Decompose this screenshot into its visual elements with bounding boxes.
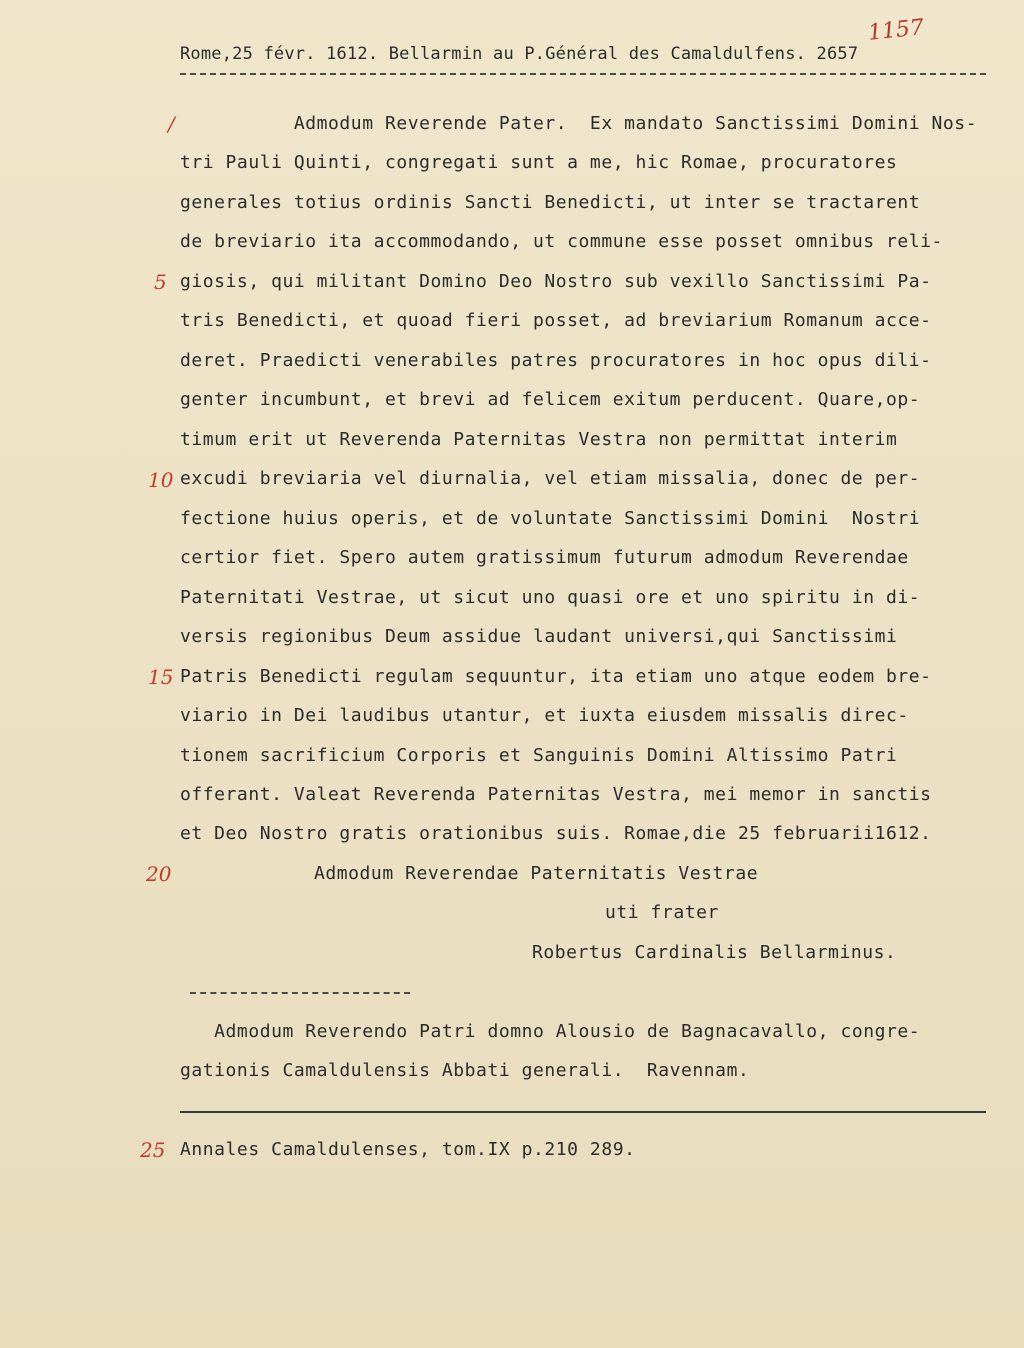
margin-mark-20: 20 <box>146 862 172 886</box>
closing-uti-frater: uti frater <box>605 902 719 923</box>
letter-line: Admodum Reverende Pater. Ex mandato Sanctissimi Domini Nos- <box>180 113 978 134</box>
letter-line: generales totius ordinis Sancti Benedicti, ut inter se tractarent <box>180 192 921 213</box>
footer-divider <box>180 1111 986 1113</box>
document-header: Rome,25 févr. 1612. Bellarmin au P.Général des Camaldulfens. 2657 <box>180 44 859 64</box>
letter-line: et Deo Nostro gratis orationibus suis. Romae,die 25 februarii1612. <box>180 823 932 844</box>
margin-mark-25: 25 <box>140 1138 166 1162</box>
letter-line: deret. Praedicti venerabiles patres procuratores in hoc opus dili- <box>180 350 932 371</box>
letter-line: genter incumbunt, et brevi ad felicem exitum perducent. Quare,op- <box>180 389 921 410</box>
margin-mark-5: 5 <box>154 270 167 294</box>
closing-salutation: Admodum Reverendae Paternitatis Vestrae <box>314 863 759 884</box>
letter-line: giosis, qui militant Domino Deo Nostro sub vexillo Sanctissimi Pa- <box>180 271 932 292</box>
margin-mark-10: 10 <box>148 468 174 492</box>
letter-line: tionem sacrificium Corporis et Sanguinis Domini Altissimo Patri <box>180 745 898 766</box>
letter-line: Patris Benedicti regulam sequuntur, ita etiam uno atque eodem bre- <box>180 666 932 687</box>
archive-number-handwritten: 1157 <box>866 15 926 46</box>
letter-line: de breviario ita accommodando, ut commune esse posset omnibus reli- <box>180 231 943 252</box>
letter-line: tris Benedicti, et quoad fieri posset, ad breviarium Romanum acce- <box>180 310 932 331</box>
signature-name: Robertus Cardinalis Bellarminus. <box>532 942 897 963</box>
address-line: Admodum Reverendo Patri domno Alousio de Bagnacavallo, congre- <box>180 1021 921 1042</box>
letter-line: fectione huius operis, et de voluntate Sanctissimi Domini Nostri <box>180 508 921 529</box>
letter-line: tri Pauli Quinti, congregati sunt a me, hic Romae, procuratores <box>180 152 898 173</box>
letter-line: viario in Dei laudibus utantur, et iuxta eiusdem missalis direc- <box>180 705 909 726</box>
letter-line: versis regionibus Deum assidue laudant universi,qui Sanctissimi <box>180 626 898 647</box>
header-divider <box>180 73 986 75</box>
margin-mark-start: / <box>168 112 175 136</box>
address-line: gationis Camaldulensis Abbati generali. Ravennam. <box>180 1060 750 1081</box>
letter-line: timum erit ut Reverenda Paternitas Vestra non permittat interim <box>180 429 898 450</box>
letter-line: offerant. Valeat Reverenda Paternitas Vestra, mei memor in sanctis <box>180 784 932 805</box>
letter-line: excudi breviaria vel diurnalia, vel etiam missalia, donec de per- <box>180 468 921 489</box>
margin-mark-15: 15 <box>148 665 174 689</box>
source-citation: Annales Camaldulenses, tom.IX p.210 289. <box>180 1139 636 1160</box>
letter-line: Paternitati Vestrae, ut sicut uno quasi ore et uno spiritu in di- <box>180 587 921 608</box>
address-divider <box>190 992 410 994</box>
letter-line: certior fiet. Spero autem gratissimum futurum admodum Reverendae <box>180 547 909 568</box>
